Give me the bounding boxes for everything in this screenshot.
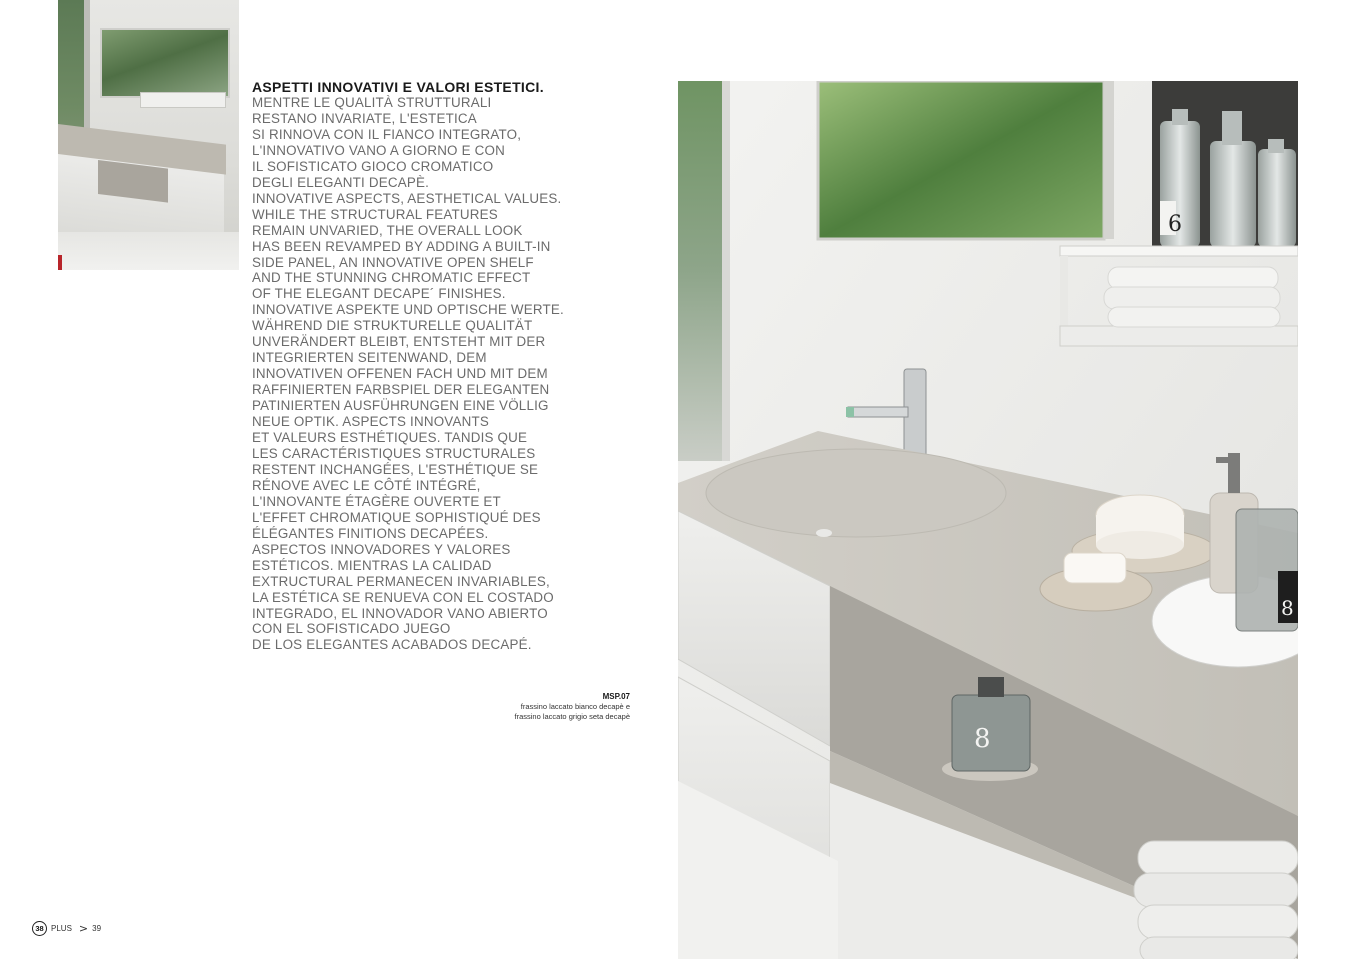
body-line: UNVERÄNDERT BLEIBT, ENTSTEHT MIT DER [252,334,546,350]
body-line: HAS BEEN REVAMPED BY ADDING A BUILT-IN [252,238,551,254]
left-window [678,81,722,461]
body-line: SIDE PANEL, AN INNOVATIVE OPEN SHELF [252,254,534,270]
body-line: LES CARACTÉRISTIQUES STRUCTURALES [252,445,536,461]
body-line: ÉLÉGANTES FINITIONS DECAPÉES. [252,525,489,541]
body-line: AND THE STUNNING CHROMATIC EFFECT [252,270,531,286]
body-line: ET VALEURS ESTHÉTIQUES. TANDIS QUE [252,430,528,446]
basin [706,449,1006,537]
body-line: INTEGRADO, EL INNOVADOR VANO ABIERTO [252,605,548,621]
thumbnail-floor [58,232,239,270]
body-line: MENTRE LE QUALITÀ STRUTTURALI [252,95,492,110]
body-line: INTEGRIERTEN SEITENWAND, DEM [252,350,487,366]
body-line: REMAIN UNVARIED, THE OVERALL LOOK [252,222,523,238]
body-line: CON EL SOFISTICADO JUEGO [252,621,451,637]
thumbnail-mirror [100,28,230,98]
product-caption [430,692,630,721]
window-frame [722,81,730,461]
dispenser-label: 8 [1281,596,1294,620]
body-line: WHILE THE STRUCTURAL FEATURES [252,206,498,222]
body-line: ASPECTOS INNOVADORES Y VALORES [252,541,511,557]
page-folio [32,920,101,936]
body-line: ESTÉTICOS. MIENTRAS LA CALIDAD [252,557,492,573]
body-line: L'INNOVANTE ÉTAGÈRE OUVERTE ET [252,493,501,509]
next-arrow-icon[interactable]: > [78,921,89,935]
bottle-label: 6 [1168,212,1182,237]
product-code: MSP.07 [602,692,630,701]
body-line: DE LOS ELEGANTES ACABADOS DECAPÉ. [252,637,532,653]
body-line: RÉNOVE AVEC LE CÔTÉ INTÉGRÉ, [252,477,481,493]
caption-line-2: frassino laccato grigio seta decapè [514,711,630,721]
body-copy [252,79,632,653]
mirror [818,81,1104,239]
body-lines [252,95,632,653]
body-line: NEUE OPTIK. ASPECTS INNOVANTS [252,414,489,430]
caption-line-1: frassino laccato bianco decapè e [520,702,630,711]
main-photo-illustration [678,81,1298,959]
folded-towels [1134,841,1298,959]
main-product-photo [678,81,1298,959]
mirror-edge [1104,81,1114,239]
body-line: WÄHREND DIE STRUKTURELLE QUALITÄT [252,318,533,334]
thumbnail-red-accent [58,255,62,270]
body-line: EXTRUCTURAL PERMANECEN INVARIABLES, [252,573,550,589]
body-line: RESTENT INCHANGÉES, L'ESTHÉTIQUE SE [252,461,539,477]
body-line: OF THE ELEGANT DECAPE´ FINISHES. [252,286,506,302]
drain [816,529,832,537]
body-line: IL SOFISTICATO GIOCO CROMATICO [252,158,494,174]
body-line: DEGLI ELEGANTI DECAPÈ. [252,174,430,190]
thumbnail-photo [58,0,239,270]
next-page-number[interactable]: 39 [92,923,102,933]
body-line: LA ESTÉTICA SE RENUEVA CON EL COSTADO [252,589,554,605]
body-line: INNOVATIVE ASPECTS, AESTHETICAL VALUES. [252,190,562,206]
body-line: INNOVATIVE ASPEKTE UND OPTISCHE WERTE. [252,302,564,318]
page-heading: ASPETTI INNOVATIVI E VALORI ESTETICI. [252,79,544,95]
thumbnail-shelf [140,92,226,108]
body-line: SI RINNOVA CON IL FIANCO INTEGRATO, [252,126,522,142]
page-number: 38 [32,921,47,936]
jar-label: 8 [974,724,991,754]
body-line: PATINIERTEN AUSFÜHRUNGEN EINE VÖLLIG [252,398,549,414]
body-line: L'INNOVATIVO VANO A GIORNO E CON [252,142,506,158]
brand-label: PLUS [51,923,72,933]
body-line: INNOVATIVEN OFFENEN FACH UND MIT DEM [252,366,548,382]
body-line: L'EFFET CHROMATIQUE SOPHISTIQUÉ DES [252,509,541,525]
body-line: RESTANO INVARIATE, L'ESTETICA [252,110,477,126]
body-line: RAFFINIERTEN FARBSPIEL DER ELEGANTEN [252,382,550,398]
